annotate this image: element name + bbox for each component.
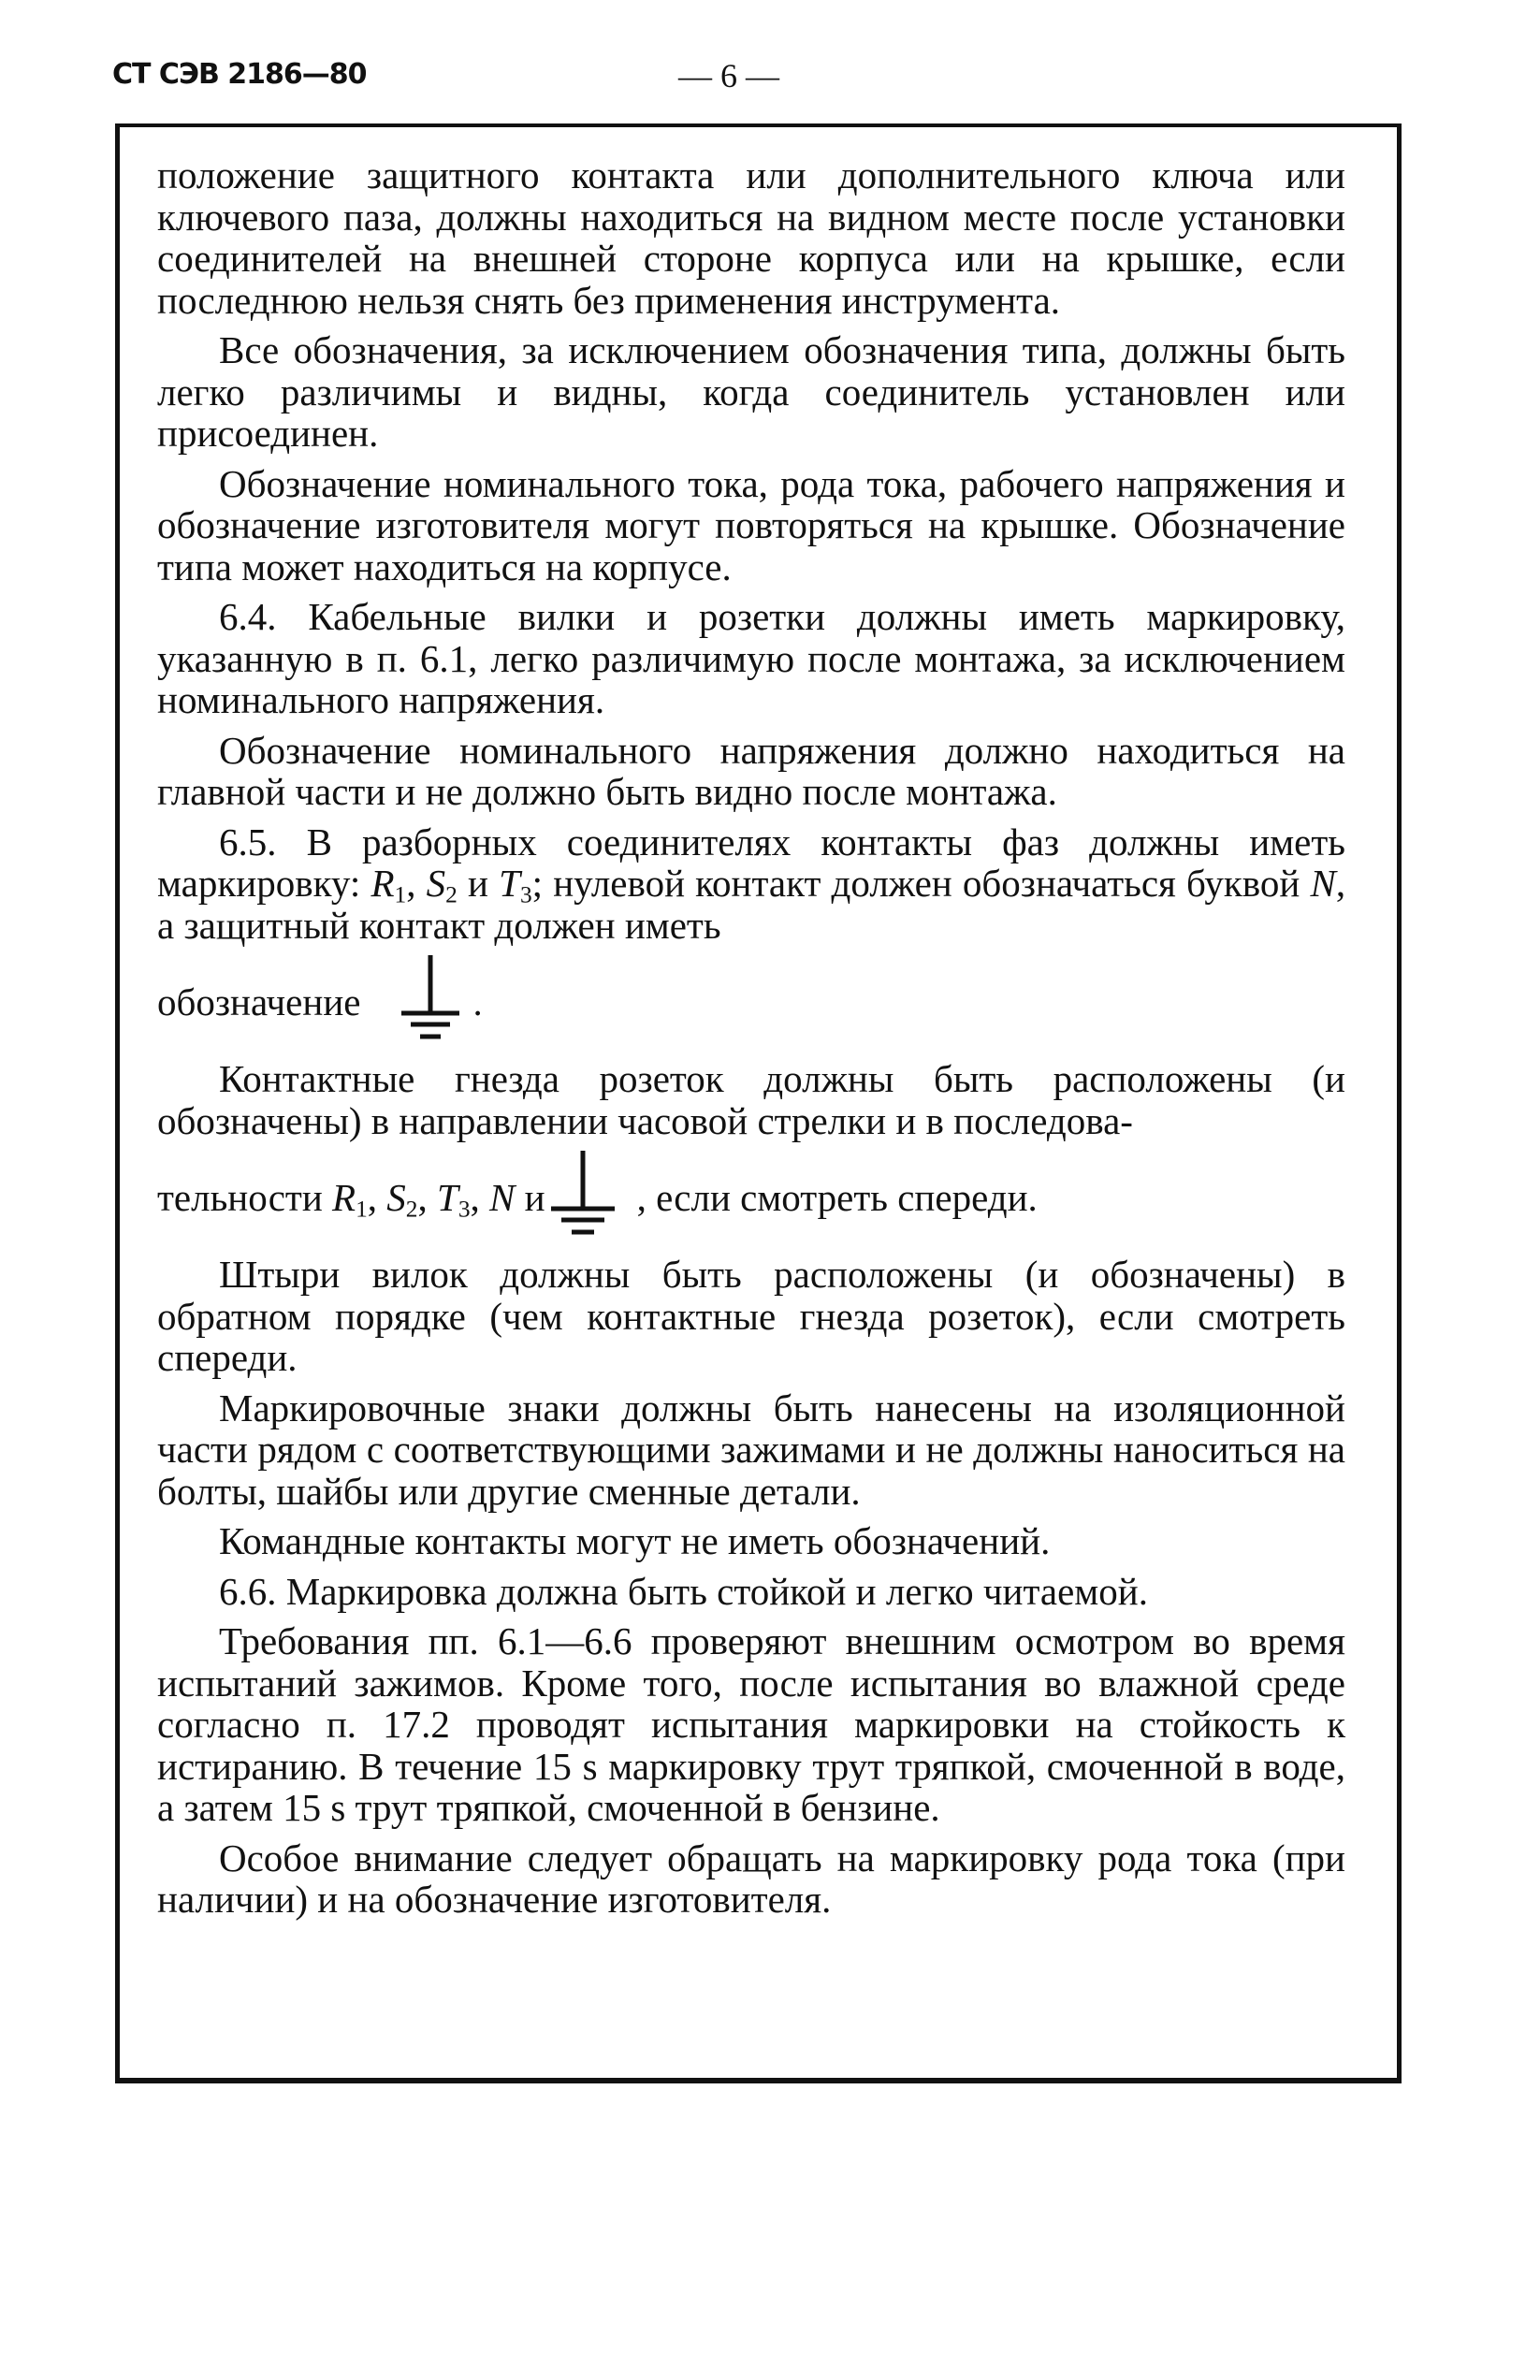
clause-6-4: 6.4. Кабельные вилки и розетки должны иметь маркировку, указанную в п. 6.1, легко различимую после монтажа, за исключением номинального напряжения. xyxy=(157,595,1345,721)
symbol-r1: $R_1$ xyxy=(370,862,407,908)
paragraph-12: Требования пп. 6.1—6.6 проверяют внешним осмотром во время испытаний зажимов. Кроме того, после испытания во влажной среде согласно п. 17.2 проводят испытания маркировки на стойкость к истиранию. В течение 15 s маркировку трут тряпкой, смоченной в воде, а затем 15 s трут тряпкой, смоченной в бензине. xyxy=(157,1619,1345,1829)
symbol-n: N xyxy=(489,1175,516,1219)
paragraph-7: Контактные гнезда розеток должны быть расположены (и обозначены) в направлении часовой стрелки и в последова- xyxy=(157,1057,1345,1142)
paragraph-13: Особое внимание следует обращать на маркировку рода тока (при наличии) и на обозначение изготовителя. xyxy=(157,1836,1345,1921)
document-code: СТ СЭВ 2186—80 xyxy=(112,58,367,91)
symbol-r1: $R_1$ xyxy=(332,1175,368,1223)
page-body xyxy=(157,154,1345,1929)
earth-designation-line: обозначение . xyxy=(157,946,1345,1058)
paragraph-8: Штыри вилок должны быть расположены (и обозначены) в обратном порядке (чем контактные гнезда розеток), если смотреть спереди. xyxy=(157,1253,1345,1379)
symbol-n: N xyxy=(1310,862,1336,905)
page-number: — 6 — xyxy=(678,57,779,94)
clause-6-5-text-b: ; нулевой контакт должен обозначаться буквой xyxy=(531,862,1300,905)
symbol-s2: $S_2$ xyxy=(426,862,458,908)
clause-6-6: 6.6. Маркировка должна быть стойкой и легко читаемой. xyxy=(219,1569,1148,1613)
paragraph-10: Командные контакты могут не иметь обозначений. xyxy=(219,1519,1051,1562)
paragraph-2: Все обозначения, за исключением обозначения типа, должны быть легко различимы и видны, когда соединитель установлен или присоединен. xyxy=(157,328,1345,455)
symbol-t3: $T_3$ xyxy=(499,862,532,908)
paragraph-1: положение защитного контакта или дополнительного ключа или ключевого паза, должны находиться на видном месте после установки соединителей на внешней стороне корпуса или на крышке, если последнюю нельзя снять без применения инструмента. xyxy=(157,153,1345,322)
paragraph-3: Обозначение номинального тока, рода тока, рабочего напряжения и обозначение изготовителя могут повторяться на крышке. Обозначение типа может находиться на корпусе. xyxy=(157,461,1345,588)
clause-6-5-text-c: , а защитный контакт должен иметь xyxy=(157,862,1346,947)
protective-earth-icon xyxy=(545,1147,620,1249)
symbol-t3: $T_3$ xyxy=(437,1175,471,1223)
clause-6-5: 6.5. В разборных соединителях контакты фаз должны иметь маркировку: $R_1$, $S_2$ и $T_3$; нулевой контакт должен обозначаться буквой N, а защитный контакт должен иметь xyxy=(157,820,1346,947)
symbol-s2: $S_2$ xyxy=(386,1175,418,1223)
paragraph-9: Маркировочные знаки должны быть нанесены на изоляционной части рядом с соответствующими зажимами и не должны наноситься на болты, шайбы или другие сменные детали. xyxy=(157,1386,1345,1513)
designation-label: обозначение xyxy=(157,980,361,1023)
sequence-line: тельности $R_1$ , $S_2$ , $T_3$ , N и , если смотреть спереди. xyxy=(157,1141,1345,1254)
protective-earth-icon xyxy=(398,951,463,1053)
clause-6-5-text-a: 6.5. В разборных соединителях контакты фаз должны иметь маркировку: xyxy=(157,820,1345,905)
paragraph-5: Обозначение номинального напряжения должно находиться на главной части и не должно быть видно после монтажа. xyxy=(157,728,1345,813)
